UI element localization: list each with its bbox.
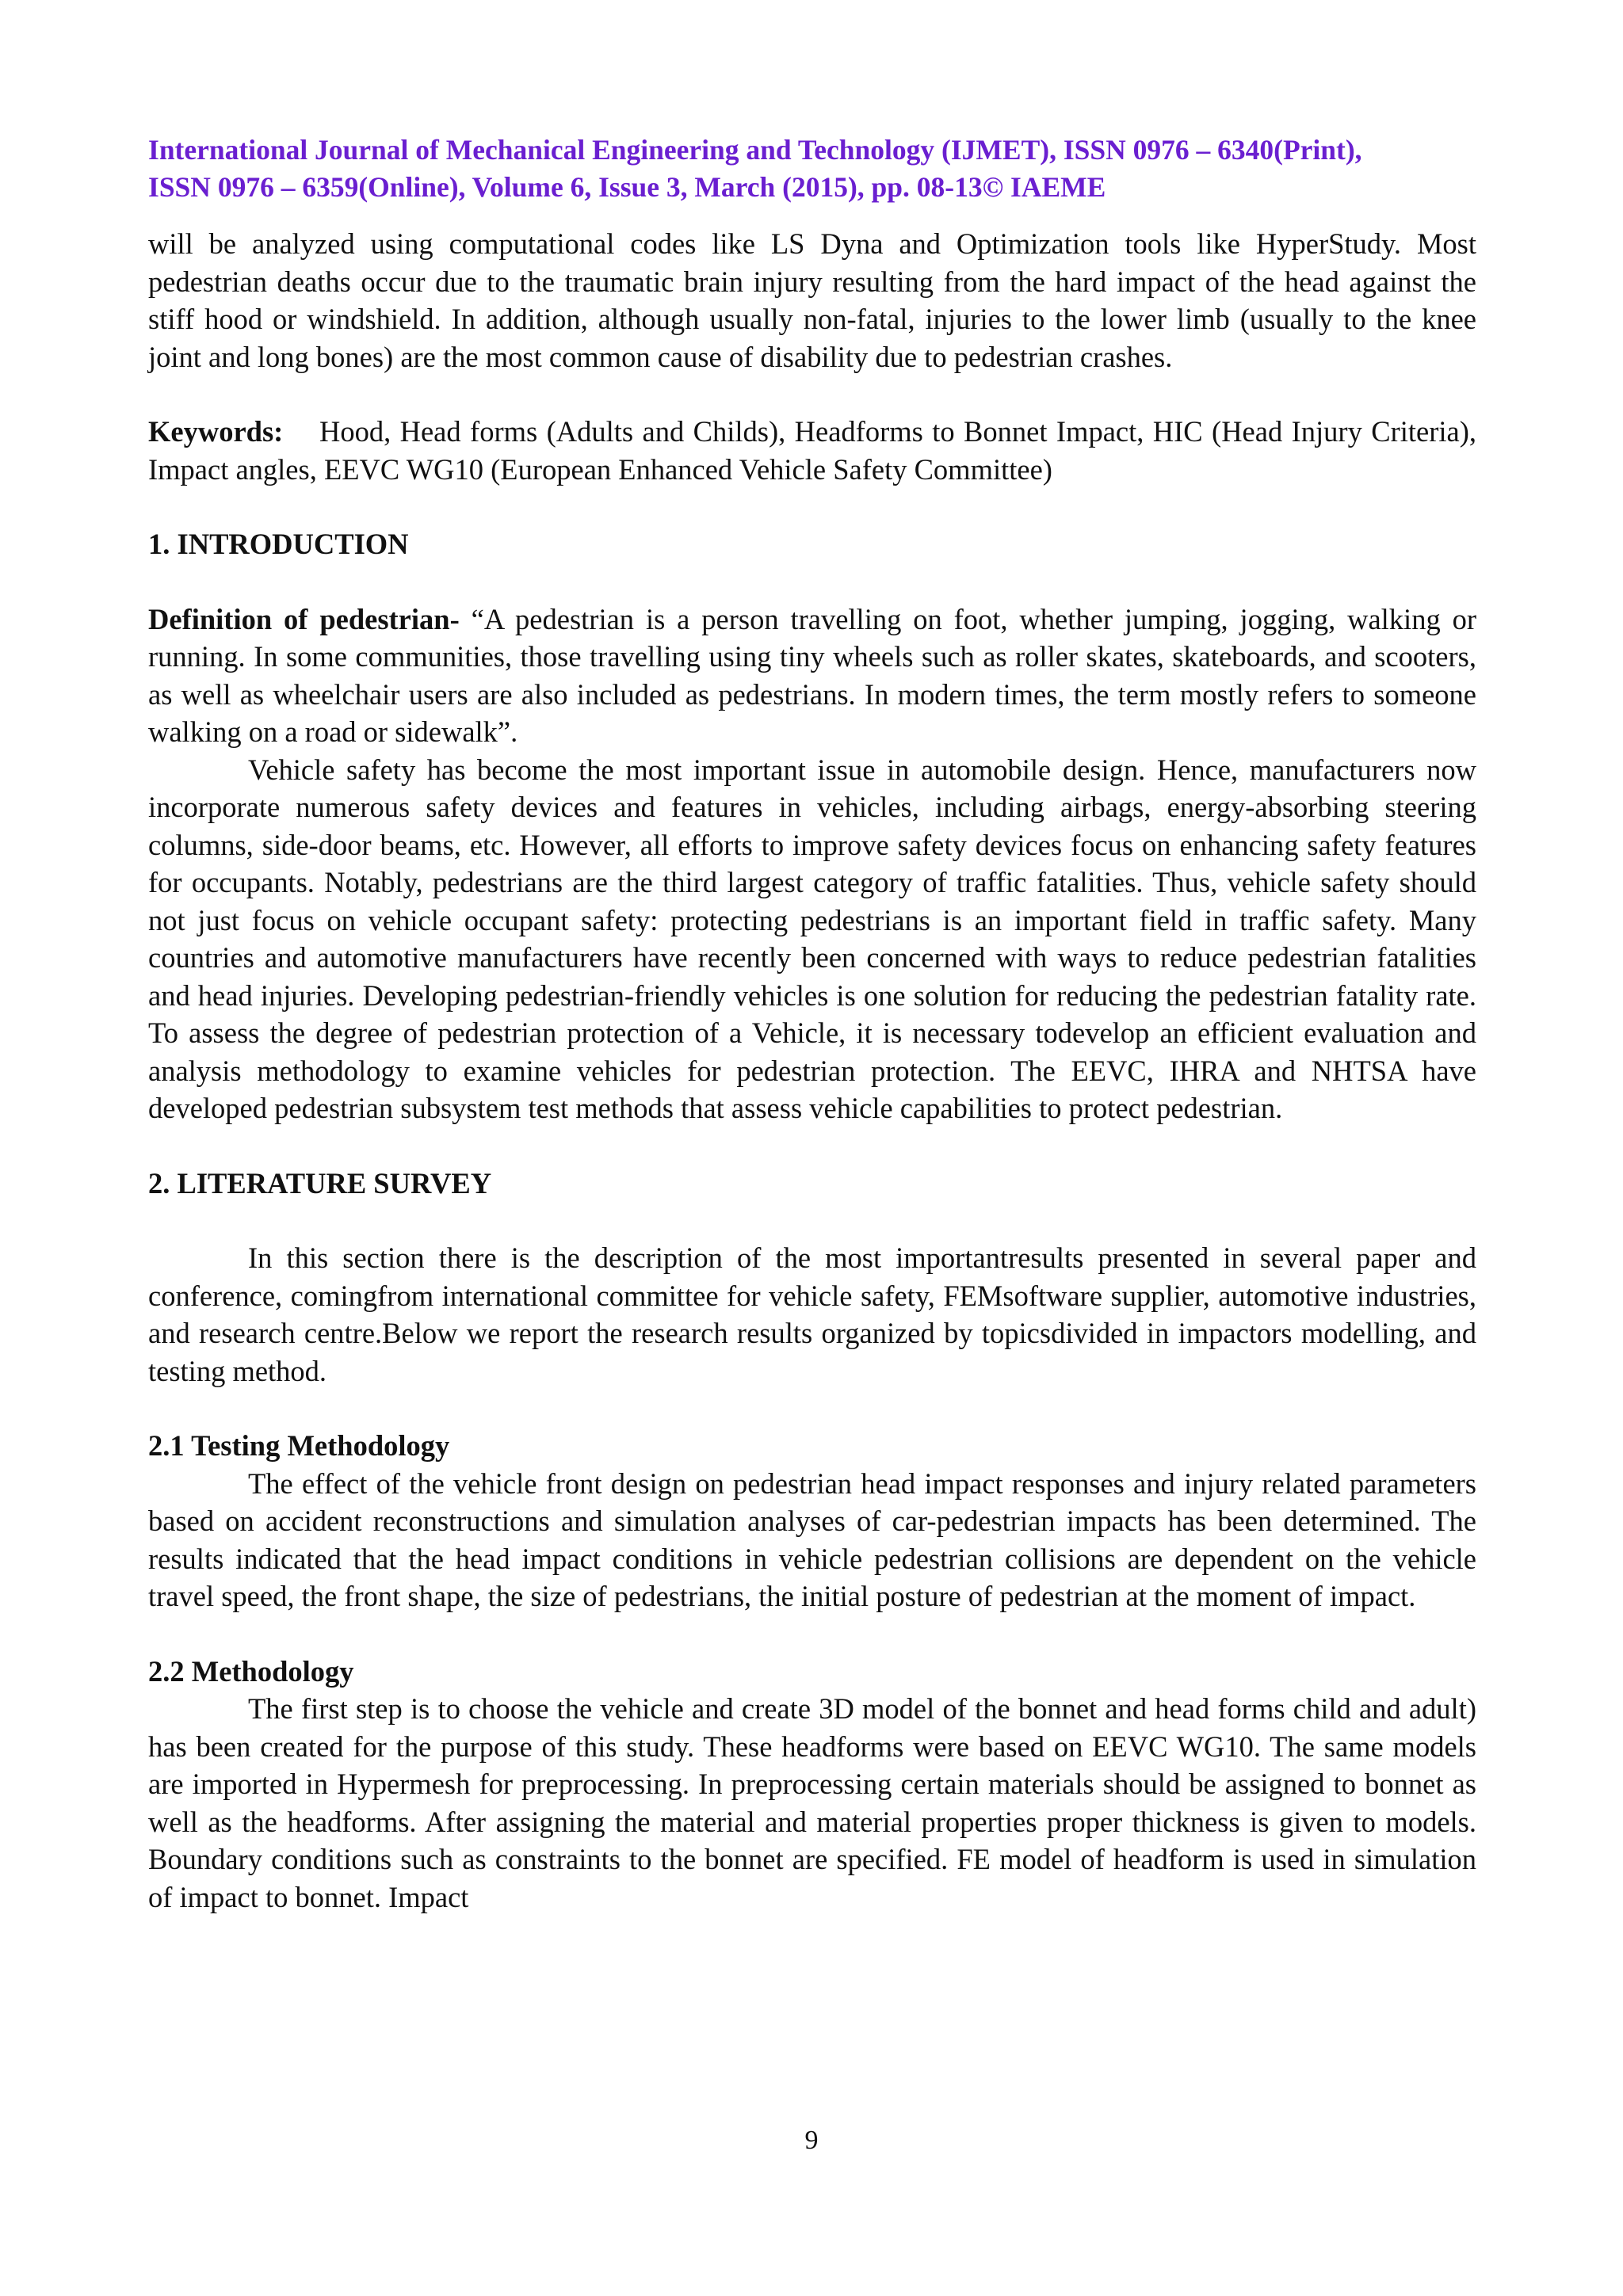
page-number: 9: [804, 2126, 819, 2155]
definition-paragraph: [148, 601, 1476, 751]
journal-header-line-1: International Journal of Mechanical Engineering and Technology (IJMET), ISSN 0976 – 6340(Print),: [148, 134, 1362, 166]
definition-text: “A pedestrian is a person travelling on foot, whether jumping, jogging, walking or running. In some communities, those travelling using tiny wheels such as roller skates, skateboards, and scooters, as well as wheelchair users are also included as pedestrians. In modern times, the term mostly refers to someone walking on a road or sidewalk”.: [148, 602, 1476, 748]
definition-label: Definition of pedestrian-: [148, 602, 460, 635]
literature-survey-paragraph: In this section there is the description of the most importantresults presented in several paper and conference, comingfrom international committee for vehicle safety, FEMsoftware supplier, automotive industries, and research centre.Below we report the research results organized by topicsdivided in impactors modelling, and testing method.: [148, 1241, 1476, 1387]
subsection-heading-testing-methodology: 2.1 Testing Methodology: [148, 1429, 450, 1462]
section-heading-introduction: 1. INTRODUCTION: [148, 528, 409, 560]
keywords-paragraph: [148, 413, 1476, 488]
journal-header-line-2: ISSN 0976 – 6359(Online), Volume 6, Issue 3, March (2015), pp. 08-13© IAEME: [148, 171, 1106, 203]
testing-methodology-paragraph: The effect of the vehicle front design on pedestrian head impact responses and injury related parameters based on accident reconstructions and simulation analyses of car-pedestrian impacts has been determined. The results indicated that the head impact conditions in vehicle pedestrian collisions are dependent on the vehicle travel speed, the front shape, the size of pedestrians, the initial posture of pedestrian at the moment of impact.: [148, 1466, 1476, 1612]
abstract-continuation: will be analyzed using computational codes like LS Dyna and Optimization tools like HyperStudy. Most pedestrian deaths occur due to the traumatic brain injury resulting from the hard impact of the head against the stiff hood or windshield. In addition, although usually non-fatal, injuries to the lower limb (usually to the knee joint and long bones) are the most common cause of disability due to pedestrian crashes.: [148, 227, 1476, 373]
subsection-heading-methodology: 2.2 Methodology: [148, 1654, 354, 1688]
introduction-paragraph: Vehicle safety has become the most important issue in automobile design. Hence, manufacturers now incorporate numerous safety devices and features in vehicles, including airbags, energy-absorbing steering columns, side-door beams, etc. However, all efforts to improve safety devices focus on enhancing safety features for occupants. Notably, pedestrians are the third largest category of traffic fatalities. Thus, vehicle safety should not just focus on vehicle occupant safety: protecting pedestrians is an important field in traffic safety. Many countries and automotive manufacturers have recently been concerned with ways to reduce pedestrian fatalities and head injuries. Developing pedestrian-friendly vehicles is one solution for reducing the pedestrian fatality rate. To assess the degree of pedestrian protection of a Vehicle, it is necessary todevelop an efficient evaluation and analysis methodology to examine vehicles for pedestrian protection. The EEVC, IHRA and NHTSA have developed pedestrian subsystem test methods that assess vehicle capabilities to protect pedestrian.: [148, 753, 1476, 1124]
journal-header: [148, 132, 1476, 206]
page-content: [148, 132, 1476, 1916]
section-heading-literature-survey: 2. LITERATURE SURVEY: [148, 1166, 492, 1199]
keywords-text: Hood, Head forms (Adults and Childs), Headforms to Bonnet Impact, HIC (Head Injury Criteria), Impact angles, EEVC WG10 (European Enhanced Vehicle Safety Committee): [148, 415, 1476, 486]
methodology-paragraph: The first step is to choose the vehicle and create 3D model of the bonnet and head forms child and adult) has been created for the purpose of this study. These headforms were based on EEVC WG10. The same models are imported in Hypermesh for preprocessing. In preprocessing certain materials should be assigned to bonnet as well as the headforms. After assigning the material and material properties proper thickness is given to models. Boundary conditions such as constraints to the bonnet are specified. FE model of headform is used in simulation of impact to bonnet. Impact: [148, 1692, 1476, 1913]
keywords-label: Keywords:: [148, 415, 284, 448]
